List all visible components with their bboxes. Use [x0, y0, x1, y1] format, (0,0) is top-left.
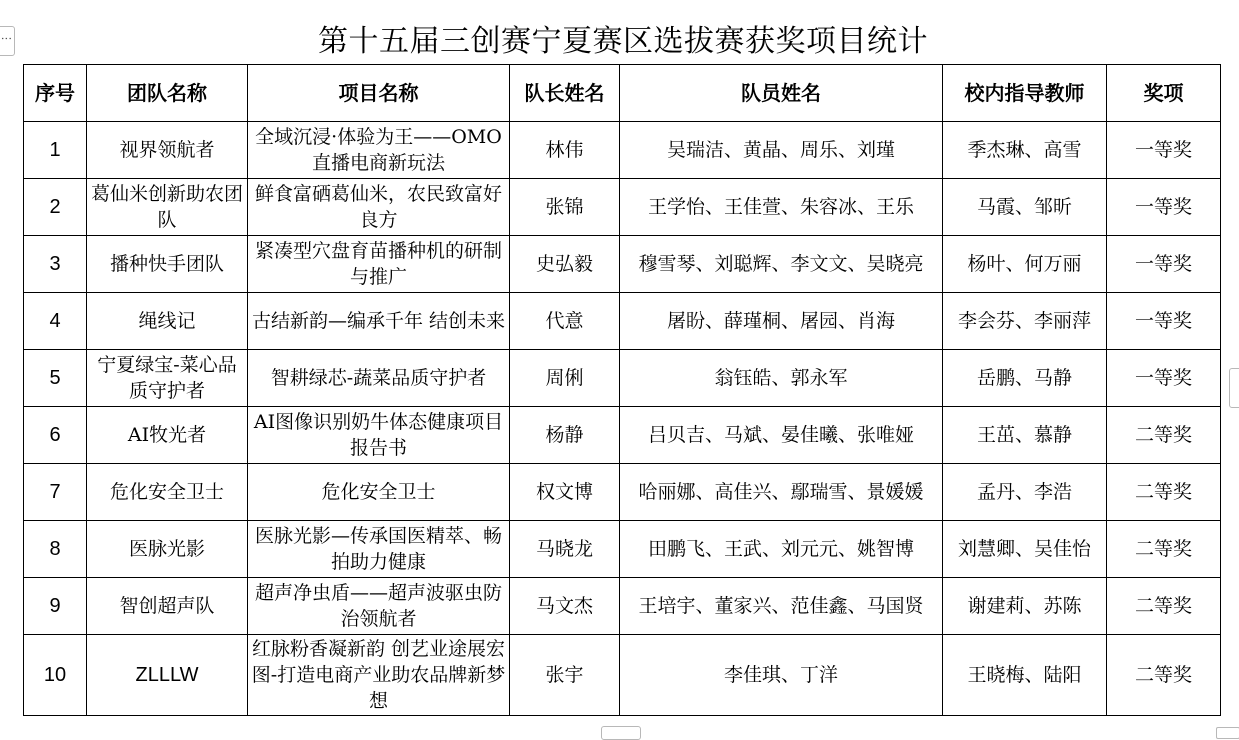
table-row [24, 578, 1221, 635]
cell-award: 一等奖 [1107, 293, 1221, 350]
cell-no: 4 [24, 293, 87, 350]
cell-leader: 马晓龙 [510, 521, 620, 578]
cell-award: 一等奖 [1107, 236, 1221, 293]
cell-team: 医脉光影 [87, 521, 248, 578]
drag-dots-icon: ⋮ [0, 33, 13, 44]
cell-no: 7 [24, 464, 87, 521]
cell-team: 葛仙米创新助农团队 [87, 179, 248, 236]
cell-no: 10 [24, 635, 87, 716]
cell-project: 超声净虫盾——超声波驱虫防治领航者 [248, 578, 510, 635]
cell-members: 李佳琪、丁洋 [620, 635, 943, 716]
cell-advisors: 岳鹏、马静 [943, 350, 1107, 407]
cell-members: 吕贝吉、马斌、晏佳曦、张唯娅 [620, 407, 943, 464]
cell-award: 二等奖 [1107, 521, 1221, 578]
cell-project: 医脉光影—传承国医精萃、畅拍助力健康 [248, 521, 510, 578]
cell-advisors: 刘慧卿、吴佳怡 [943, 521, 1107, 578]
cell-no: 8 [24, 521, 87, 578]
cell-award: 二等奖 [1107, 407, 1221, 464]
header-members: 队员姓名 [620, 65, 943, 122]
table-row [24, 179, 1221, 236]
header-award: 奖项 [1107, 65, 1221, 122]
cell-leader: 史弘毅 [510, 236, 620, 293]
cell-advisors: 王晓梅、陆阳 [943, 635, 1107, 716]
header-no: 序号 [24, 65, 87, 122]
cell-members: 王培宇、董家兴、范佳鑫、马国贤 [620, 578, 943, 635]
cell-team: 播种快手团队 [87, 236, 248, 293]
cell-members: 翁钰皓、郭永军 [620, 350, 943, 407]
table-row [24, 635, 1221, 716]
cell-no: 9 [24, 578, 87, 635]
cell-team: 宁夏绿宝-菜心品质守护者 [87, 350, 248, 407]
cell-leader: 张锦 [510, 179, 620, 236]
cell-no: 5 [24, 350, 87, 407]
cell-award: 二等奖 [1107, 464, 1221, 521]
cell-team: 绳线记 [87, 293, 248, 350]
cell-project: 古结新韵—编承千年 结创未来 [248, 293, 510, 350]
cell-team: AI牧光者 [87, 407, 248, 464]
header-row [24, 65, 1221, 122]
cell-members: 王学怡、王佳萱、朱容冰、王乐 [620, 179, 943, 236]
cell-members: 哈丽娜、高佳兴、鄢瑞雪、景媛媛 [620, 464, 943, 521]
cell-award: 一等奖 [1107, 350, 1221, 407]
cell-leader: 权文博 [510, 464, 620, 521]
table-row [24, 236, 1221, 293]
cell-award: 二等奖 [1107, 578, 1221, 635]
cell-members: 屠盼、薛瑾桐、屠园、肖海 [620, 293, 943, 350]
cell-project: 智耕绿芯-蔬菜品质守护者 [248, 350, 510, 407]
cell-advisors: 马霞、邹昕 [943, 179, 1107, 236]
header-team: 团队名称 [87, 65, 248, 122]
cell-team: 视界领航者 [87, 122, 248, 179]
table-row [24, 350, 1221, 407]
cell-leader: 林伟 [510, 122, 620, 179]
table-row [24, 122, 1221, 179]
table-row [24, 293, 1221, 350]
cell-no: 1 [24, 122, 87, 179]
header-leader: 队长姓名 [510, 65, 620, 122]
header-project: 项目名称 [248, 65, 510, 122]
cell-award: 二等奖 [1107, 635, 1221, 716]
cell-advisors: 孟丹、李浩 [943, 464, 1107, 521]
cell-award: 一等奖 [1107, 179, 1221, 236]
cell-team: ZLLLW [87, 635, 248, 716]
cell-no: 6 [24, 407, 87, 464]
table-row [24, 521, 1221, 578]
cell-leader: 周俐 [510, 350, 620, 407]
header-advisors: 校内指导教师 [943, 65, 1107, 122]
award-table [23, 64, 1221, 716]
cell-leader: 张宇 [510, 635, 620, 716]
cell-advisors: 季杰琳、高雪 [943, 122, 1107, 179]
cell-advisors: 谢建莉、苏陈 [943, 578, 1107, 635]
cell-leader: 马文杰 [510, 578, 620, 635]
cell-team: 智创超声队 [87, 578, 248, 635]
cell-team: 危化安全卫士 [87, 464, 248, 521]
corner-handle[interactable] [1216, 727, 1239, 739]
cell-no: 3 [24, 236, 87, 293]
bottom-resize-handle[interactable] [601, 726, 641, 740]
cell-project: 全域沉浸·体验为王——OMO直播电商新玩法 [248, 122, 510, 179]
cell-leader: 代意 [510, 293, 620, 350]
cell-members: 穆雪琴、刘聪辉、李文文、吴晓亮 [620, 236, 943, 293]
cell-advisors: 杨叶、何万丽 [943, 236, 1107, 293]
cell-project: 危化安全卫士 [248, 464, 510, 521]
table-row [24, 407, 1221, 464]
cell-members: 吴瑞洁、黄晶、周乐、刘瑾 [620, 122, 943, 179]
cell-project: 红脉粉香凝新韵 创艺业途展宏图-打造电商产业助农品牌新梦想 [248, 635, 510, 716]
cell-no: 2 [24, 179, 87, 236]
cell-project: AI图像识别奶牛体态健康项目报告书 [248, 407, 510, 464]
cell-advisors: 王茁、慕静 [943, 407, 1107, 464]
cell-members: 田鹏飞、王武、刘元元、姚智博 [620, 521, 943, 578]
cell-award: 一等奖 [1107, 122, 1221, 179]
cell-project: 紧凑型穴盘育苗播种机的研制与推广 [248, 236, 510, 293]
cell-advisors: 李会芬、李丽萍 [943, 293, 1107, 350]
side-panel-handle[interactable] [1229, 368, 1239, 408]
cell-leader: 杨静 [510, 407, 620, 464]
cell-project: 鲜食富硒葛仙米，农民致富好良方 [248, 179, 510, 236]
table-row [24, 464, 1221, 521]
page-title: 第十五届三创赛宁夏赛区选拔赛获奖项目统计 [318, 24, 928, 59]
